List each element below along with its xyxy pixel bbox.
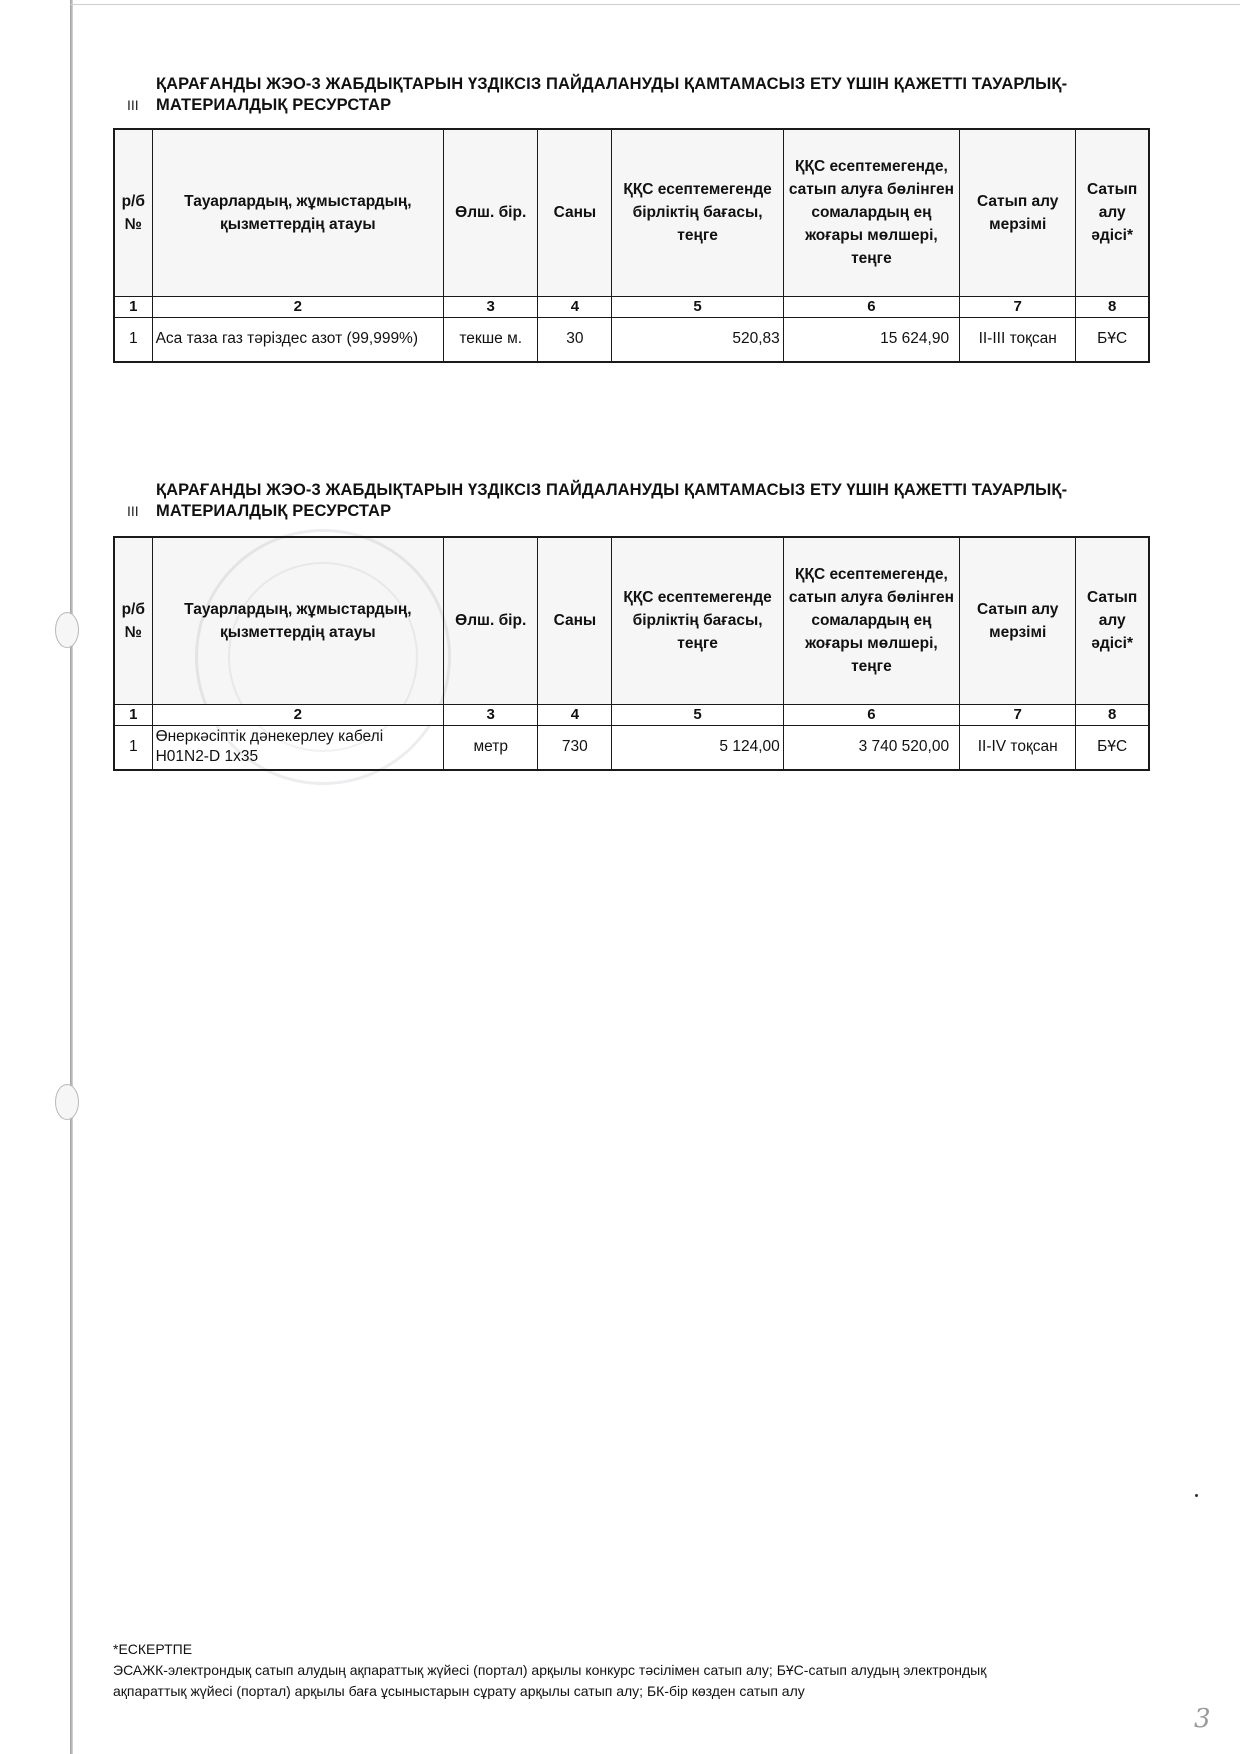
item-method: БҰС: [1076, 725, 1149, 770]
item-unit-price: 5 124,00: [612, 725, 783, 770]
item-period: II-IV тоқсан: [960, 725, 1076, 770]
column-number: 1: [114, 704, 152, 725]
column-number: 8: [1076, 296, 1149, 317]
row-number: 1: [114, 725, 152, 770]
column-number: 3: [444, 704, 538, 725]
table-header-row: [114, 129, 1149, 296]
item-unit: метр: [444, 725, 538, 770]
header-cell-name: Тауарлардың, жұмыстардың, қызметтердің атауы: [152, 129, 444, 296]
header-cell-number: р/б №: [114, 537, 152, 704]
column-number: 2: [152, 704, 444, 725]
section-title-line: ҚАРАҒАНДЫ ЖЭО-3 ЖАБДЫҚТАРЫН ҮЗДІКСІЗ ПАЙДАЛАНУДЫ ҚАМТАМАСЫЗ ЕТУ ҮШІН ҚАЖЕТТІ ТАУАРЛЫҚ-: [156, 481, 1068, 499]
section-title-line: МАТЕРИАЛДЫҚ РЕСУРСТАР: [156, 96, 392, 114]
item-quantity: 730: [538, 725, 612, 770]
item-quantity: 30: [538, 317, 612, 362]
row-number: 1: [114, 317, 152, 362]
column-number: 6: [783, 296, 959, 317]
section-title: [156, 480, 1156, 522]
header-cell-name: Тауарлардың, жұмыстардың, қызметтердің атауы: [152, 537, 444, 704]
section-roman-numeral: III: [127, 97, 139, 113]
section-title-line: МАТЕРИАЛДЫҚ РЕСУРСТАР: [156, 502, 392, 520]
column-number-row: [114, 296, 1149, 317]
resources-table: [113, 128, 1150, 363]
column-number-row: [114, 704, 1149, 725]
header-cell-unit: Өлш. бір.: [444, 129, 538, 296]
item-max-amount: 15 624,90: [783, 317, 959, 362]
resource-section: [0, 406, 1240, 1046]
section-roman-numeral: III: [127, 503, 139, 519]
table-row: [114, 317, 1149, 362]
header-cell-max-amount: ҚҚС есептемегенде, сатып алуға бөлінген сомалардың ең жоғары мөлшері, теңге: [783, 129, 959, 296]
handwritten-page-number: 3: [1194, 1704, 1211, 1734]
item-name: Аса таза газ тәріздес азот (99,999%): [152, 317, 444, 362]
header-cell-quantity: Саны: [538, 129, 612, 296]
item-name: Өнеркәсіптік дәнекерлеу кабелі H01N2-D 1x35: [152, 725, 444, 770]
header-cell-unit-price: ҚҚС есептемегенде бірліктің бағасы, теңге: [612, 537, 783, 704]
header-cell-number: р/б №: [114, 129, 152, 296]
footnote-title: *ЕСКЕРТПЕ: [113, 1641, 193, 1657]
header-cell-method: Сатып алу әдісі*: [1076, 537, 1149, 704]
header-cell-quantity: Саны: [538, 537, 612, 704]
column-number: 4: [538, 704, 612, 725]
header-cell-period: Сатып алу мерзімі: [960, 537, 1076, 704]
column-number: 8: [1076, 704, 1149, 725]
column-number: 3: [444, 296, 538, 317]
punch-hole: [55, 1084, 79, 1120]
header-cell-unit: Өлш. бір.: [444, 537, 538, 704]
section-title-line: ҚАРАҒАНДЫ ЖЭО-3 ЖАБДЫҚТАРЫН ҮЗДІКСІЗ ПАЙДАЛАНУДЫ ҚАМТАМАСЫЗ ЕТУ ҮШІН ҚАЖЕТТІ ТАУАРЛЫҚ-: [156, 75, 1068, 93]
header-cell-max-amount: ҚҚС есептемегенде, сатып алуға бөлінген сомалардың ең жоғары мөлшері, теңге: [783, 537, 959, 704]
column-number: 7: [960, 296, 1076, 317]
item-max-amount: 3 740 520,00: [783, 725, 959, 770]
section-title: [156, 74, 1156, 116]
scan-speck: [1195, 1494, 1198, 1497]
header-cell-method: Сатып алу әдісі*: [1076, 129, 1149, 296]
footnote: [113, 1639, 1153, 1702]
column-number: 2: [152, 296, 444, 317]
table-row: [114, 725, 1149, 770]
item-period: II-III тоқсан: [960, 317, 1076, 362]
header-cell-period: Сатып алу мерзімі: [960, 129, 1076, 296]
column-number: 4: [538, 296, 612, 317]
header-cell-unit-price: ҚҚС есептемегенде бірліктің бағасы, теңге: [612, 129, 783, 296]
resources-table: [113, 536, 1150, 771]
column-number: 5: [612, 296, 783, 317]
table-header-row: [114, 537, 1149, 704]
item-unit-price: 520,83: [612, 317, 783, 362]
column-number: 5: [612, 704, 783, 725]
footnote-text: ЭСАЖК-электрондық сатып алудың ақпараттық жүйесі (портал) арқылы конкурс тәсілімен сатып алу; БҰС-сатып алудың электрондық: [113, 1662, 987, 1678]
column-number: 7: [960, 704, 1076, 725]
column-number: 6: [783, 704, 959, 725]
item-unit: текше м.: [444, 317, 538, 362]
column-number: 1: [114, 296, 152, 317]
footnote-text: ақпараттық жүйесі (портал) арқылы баға ұсыныстарын сұрату арқылы сатып алу; БК-бір көзден сатып алу: [113, 1683, 805, 1699]
item-method: БҰС: [1076, 317, 1149, 362]
